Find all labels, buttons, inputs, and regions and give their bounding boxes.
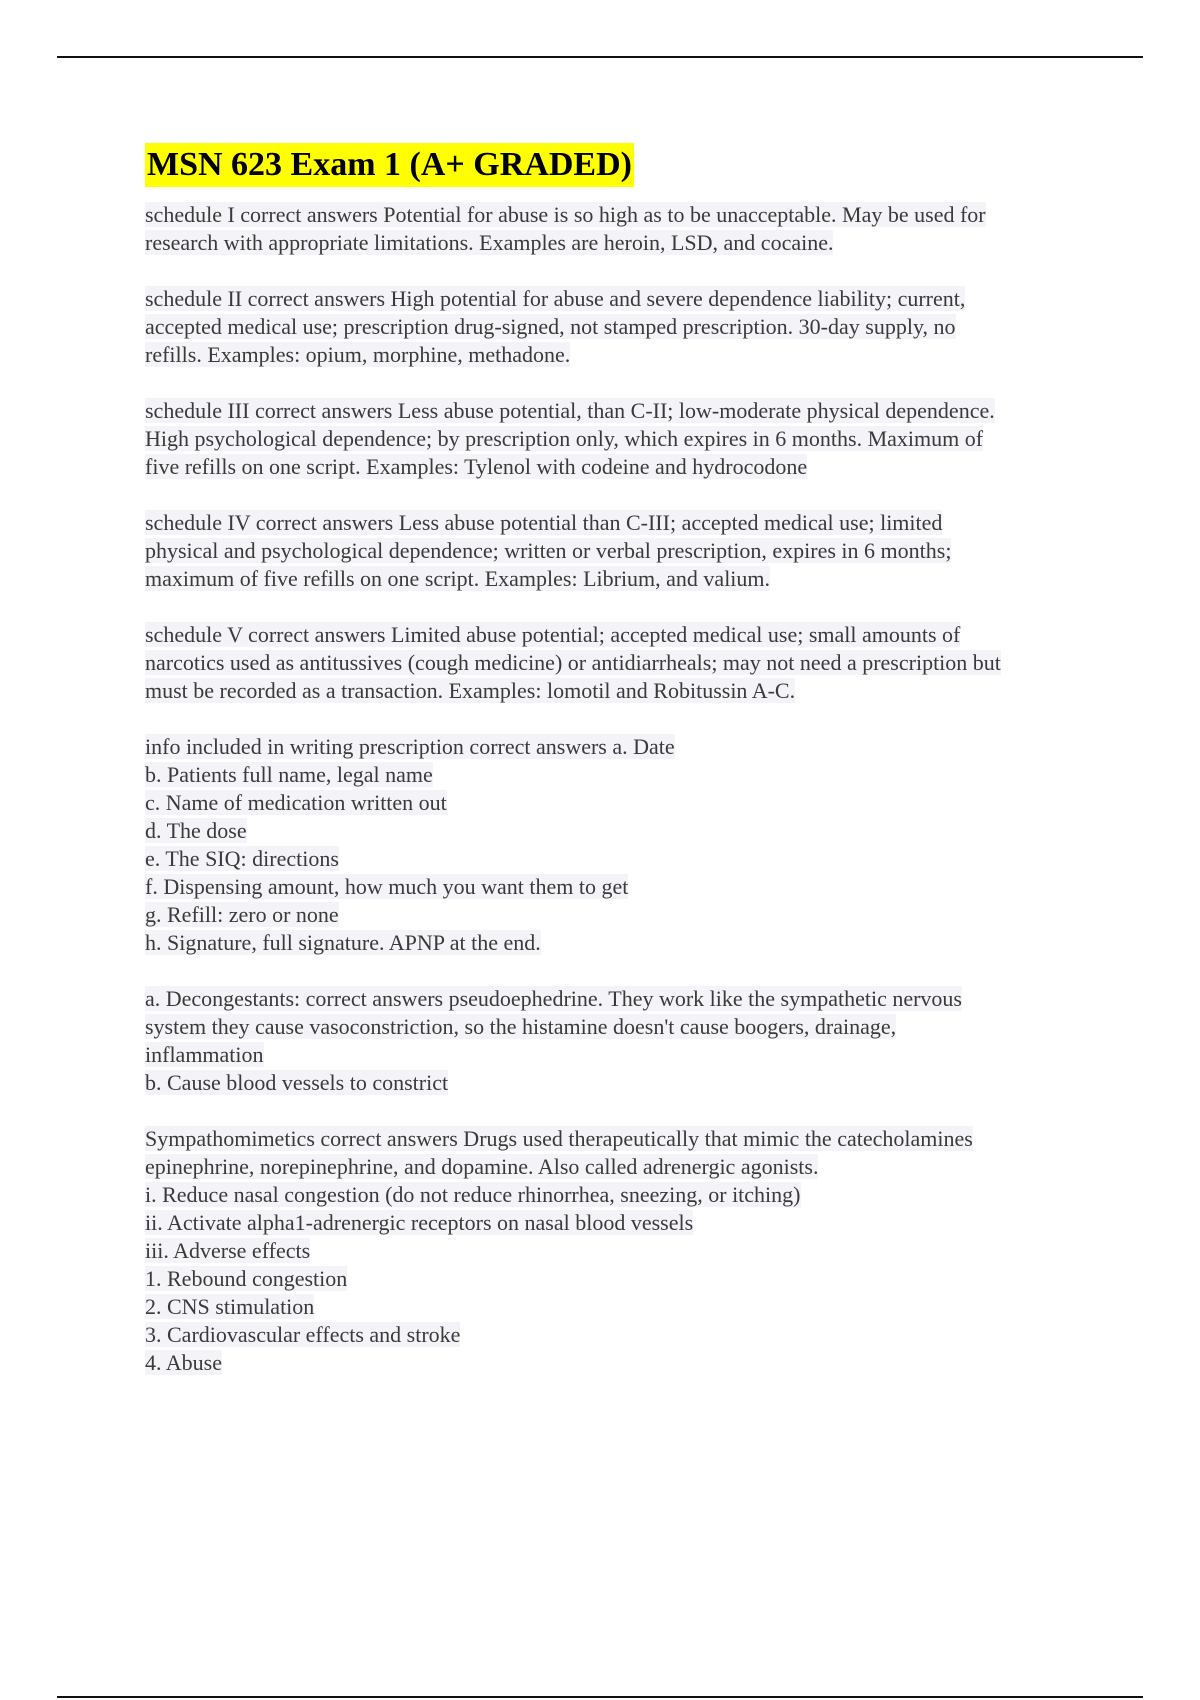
text-line-content: c. Name of medication written out	[145, 790, 447, 815]
text-line-content: inflammation	[145, 1042, 264, 1067]
footer-rule	[57, 1696, 1143, 1698]
text-line	[145, 397, 1095, 425]
text-line	[145, 985, 1095, 1013]
qa-block	[145, 985, 1095, 1097]
header-rule	[57, 56, 1143, 58]
qa-block	[145, 201, 1095, 257]
text-line	[145, 229, 1095, 257]
text-line	[145, 1125, 1095, 1153]
text-line-content: e. The SIQ: directions	[145, 846, 339, 871]
text-line-content: five refills on one script. Examples: Tylenol with codeine and hydrocodone	[145, 454, 808, 479]
qa-block	[145, 509, 1095, 593]
document-title: MSN 623 Exam 1 (A+ GRADED)	[145, 143, 634, 187]
text-line-content: f. Dispensing amount, how much you want them to get	[145, 874, 629, 899]
text-line	[145, 201, 1095, 229]
text-line	[145, 873, 1095, 901]
text-line	[145, 1293, 1095, 1321]
text-line-content: epinephrine, norepinephrine, and dopamine. Also called adrenergic agonists.	[145, 1154, 819, 1179]
text-line	[145, 733, 1095, 761]
text-line-content: a. Decongestants: correct answers pseudoephedrine. They work like the sympathetic nervous	[145, 986, 962, 1011]
text-line	[145, 1209, 1095, 1237]
qa-block	[145, 285, 1095, 369]
text-line	[145, 845, 1095, 873]
text-line	[145, 509, 1095, 537]
text-line	[145, 1181, 1095, 1209]
text-line	[145, 901, 1095, 929]
text-line-content: b. Cause blood vessels to constrict	[145, 1070, 449, 1095]
text-line-content: schedule II correct answers High potential for abuse and severe dependence liability; current,	[145, 286, 966, 311]
text-line-content: schedule V correct answers Limited abuse potential; accepted medical use; small amounts of	[145, 622, 961, 647]
text-line-content: refills. Examples: opium, morphine, methadone.	[145, 342, 571, 367]
text-line	[145, 285, 1095, 313]
text-line-content: system they cause vasoconstriction, so the histamine doesn't cause boogers, drainage,	[145, 1014, 897, 1039]
text-line-content: schedule I correct answers Potential for abuse is so high as to be unacceptable. May be used for	[145, 202, 986, 227]
qa-block	[145, 1125, 1095, 1377]
text-line	[145, 789, 1095, 817]
text-line-content: schedule IV correct answers Less abuse potential than C-III; accepted medical use; limited	[145, 510, 943, 535]
text-line	[145, 1069, 1095, 1097]
text-line-content: Sympathomimetics correct answers Drugs used therapeutically that mimic the catecholamines	[145, 1126, 973, 1151]
text-line-content: research with appropriate limitations. Examples are heroin, LSD, and cocaine.	[145, 230, 834, 255]
text-line	[145, 1349, 1095, 1377]
text-line-content: d. The dose	[145, 818, 247, 843]
text-line	[145, 313, 1095, 341]
text-line-content: accepted medical use; prescription drug-signed, not stamped prescription. 30-day supply, no	[145, 314, 956, 339]
text-line	[145, 761, 1095, 789]
text-line-content: 1. Rebound congestion	[145, 1266, 348, 1291]
qa-block	[145, 621, 1095, 705]
text-line	[145, 817, 1095, 845]
text-line-content: 2. CNS stimulation	[145, 1294, 315, 1319]
text-line	[145, 341, 1095, 369]
text-line-content: High psychological dependence; by prescription only, which expires in 6 months. Maximum of	[145, 426, 984, 451]
text-line	[145, 1265, 1095, 1293]
text-line-content: i. Reduce nasal congestion (do not reduce rhinorrhea, sneezing, or itching)	[145, 1182, 801, 1207]
text-line	[145, 929, 1095, 957]
text-line	[145, 1237, 1095, 1265]
document-body	[145, 143, 1095, 1405]
text-line-content: info included in writing prescription correct answers a. Date	[145, 734, 675, 759]
text-line	[145, 621, 1095, 649]
text-line	[145, 1153, 1095, 1181]
text-line	[145, 425, 1095, 453]
qa-block	[145, 733, 1095, 957]
text-line	[145, 537, 1095, 565]
text-line	[145, 1013, 1095, 1041]
text-line	[145, 1321, 1095, 1349]
text-line-content: b. Patients full name, legal name	[145, 762, 433, 787]
text-line-content: narcotics used as antitussives (cough medicine) or antidiarrheals; may not need a prescription but	[145, 650, 1001, 675]
text-line-content: ii. Activate alpha1-adrenergic receptors on nasal blood vessels	[145, 1210, 694, 1235]
text-line	[145, 677, 1095, 705]
text-line-content: schedule III correct answers Less abuse potential, than C-II; low-moderate physical dependence.	[145, 398, 995, 423]
text-line-content: 3. Cardiovascular effects and stroke	[145, 1322, 461, 1347]
text-line-content: iii. Adverse effects	[145, 1238, 311, 1263]
text-line-content: g. Refill: zero or none	[145, 902, 339, 927]
qa-list	[145, 201, 1095, 1377]
text-line-content: h. Signature, full signature. APNP at the end.	[145, 930, 541, 955]
qa-block	[145, 397, 1095, 481]
text-line-content: physical and psychological dependence; written or verbal prescription, expires in 6 months;	[145, 538, 952, 563]
text-line	[145, 565, 1095, 593]
text-line-content: maximum of five refills on one script. Examples: Librium, and valium.	[145, 566, 771, 591]
text-line-content: must be recorded as a transaction. Examples: lomotil and Robitussin A-C.	[145, 678, 796, 703]
text-line	[145, 649, 1095, 677]
text-line-content: 4. Abuse	[145, 1350, 222, 1375]
text-line	[145, 1041, 1095, 1069]
text-line	[145, 453, 1095, 481]
